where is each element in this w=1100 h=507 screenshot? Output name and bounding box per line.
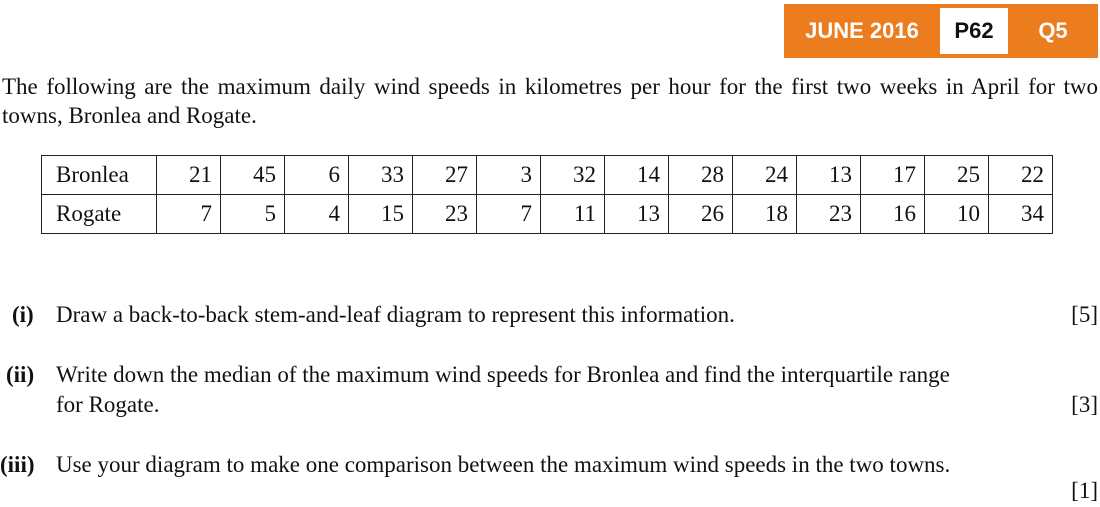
question-number: (i) <box>12 302 34 327</box>
table-cell: 25 <box>925 156 989 195</box>
table-cell: 14 <box>605 156 669 195</box>
table-cell: 27 <box>413 156 477 195</box>
row-label: Rogate <box>42 195 157 234</box>
question-marks: [5] <box>1071 302 1098 327</box>
exam-reference-badge <box>784 4 1098 58</box>
paper-code-label: P62 <box>940 4 1008 58</box>
question-text: Use your diagram to make one comparison between the maximum wind speeds in the two towns. <box>56 452 951 477</box>
table-cell: 32 <box>541 156 605 195</box>
table-cell: 18 <box>733 195 797 234</box>
table-cell: 16 <box>861 195 925 234</box>
question-number-label: Q5 <box>1008 4 1098 58</box>
table-cell: 13 <box>605 195 669 234</box>
table-cell: 22 <box>989 156 1053 195</box>
question-marks: [1] <box>1071 478 1098 503</box>
table-cell: 3 <box>477 156 541 195</box>
table-cell: 13 <box>797 156 861 195</box>
table-cell: 45 <box>221 156 285 195</box>
wind-speed-table <box>41 155 1053 234</box>
table-cell: 33 <box>349 156 413 195</box>
question-text: Write down the median of the maximum wind speeds for Bronlea and find the interquartile range <box>56 362 950 387</box>
table-row-rogate <box>42 195 1053 234</box>
table-cell: 10 <box>925 195 989 234</box>
question-text: Draw a back-to-back stem-and-leaf diagram to represent this information. <box>56 302 735 327</box>
table-cell: 7 <box>157 195 221 234</box>
row-label: Bronlea <box>42 156 157 195</box>
question-intro: The following are the maximum daily wind speeds in kilometres per hour for the first two weeks in April for two towns, Bronlea and Rogate. <box>2 74 1098 128</box>
table-cell: 15 <box>349 195 413 234</box>
exam-session-label: JUNE 2016 <box>784 4 940 58</box>
table-cell: 4 <box>285 195 349 234</box>
table-cell: 7 <box>477 195 541 234</box>
table-cell: 24 <box>733 156 797 195</box>
table-cell: 21 <box>157 156 221 195</box>
table-cell: 17 <box>861 156 925 195</box>
question-text-continued: for Rogate. <box>56 392 160 417</box>
table-cell: 11 <box>541 195 605 234</box>
table-cell: 23 <box>797 195 861 234</box>
table-cell: 34 <box>989 195 1053 234</box>
question-number: (ii) <box>6 362 35 387</box>
table-cell: 26 <box>669 195 733 234</box>
table-cell: 28 <box>669 156 733 195</box>
question-number: (iii) <box>0 452 35 477</box>
table-cell: 5 <box>221 195 285 234</box>
table-cell: 6 <box>285 156 349 195</box>
table-row-bronlea <box>42 156 1053 195</box>
question-marks: [3] <box>1071 392 1098 417</box>
table-cell: 23 <box>413 195 477 234</box>
